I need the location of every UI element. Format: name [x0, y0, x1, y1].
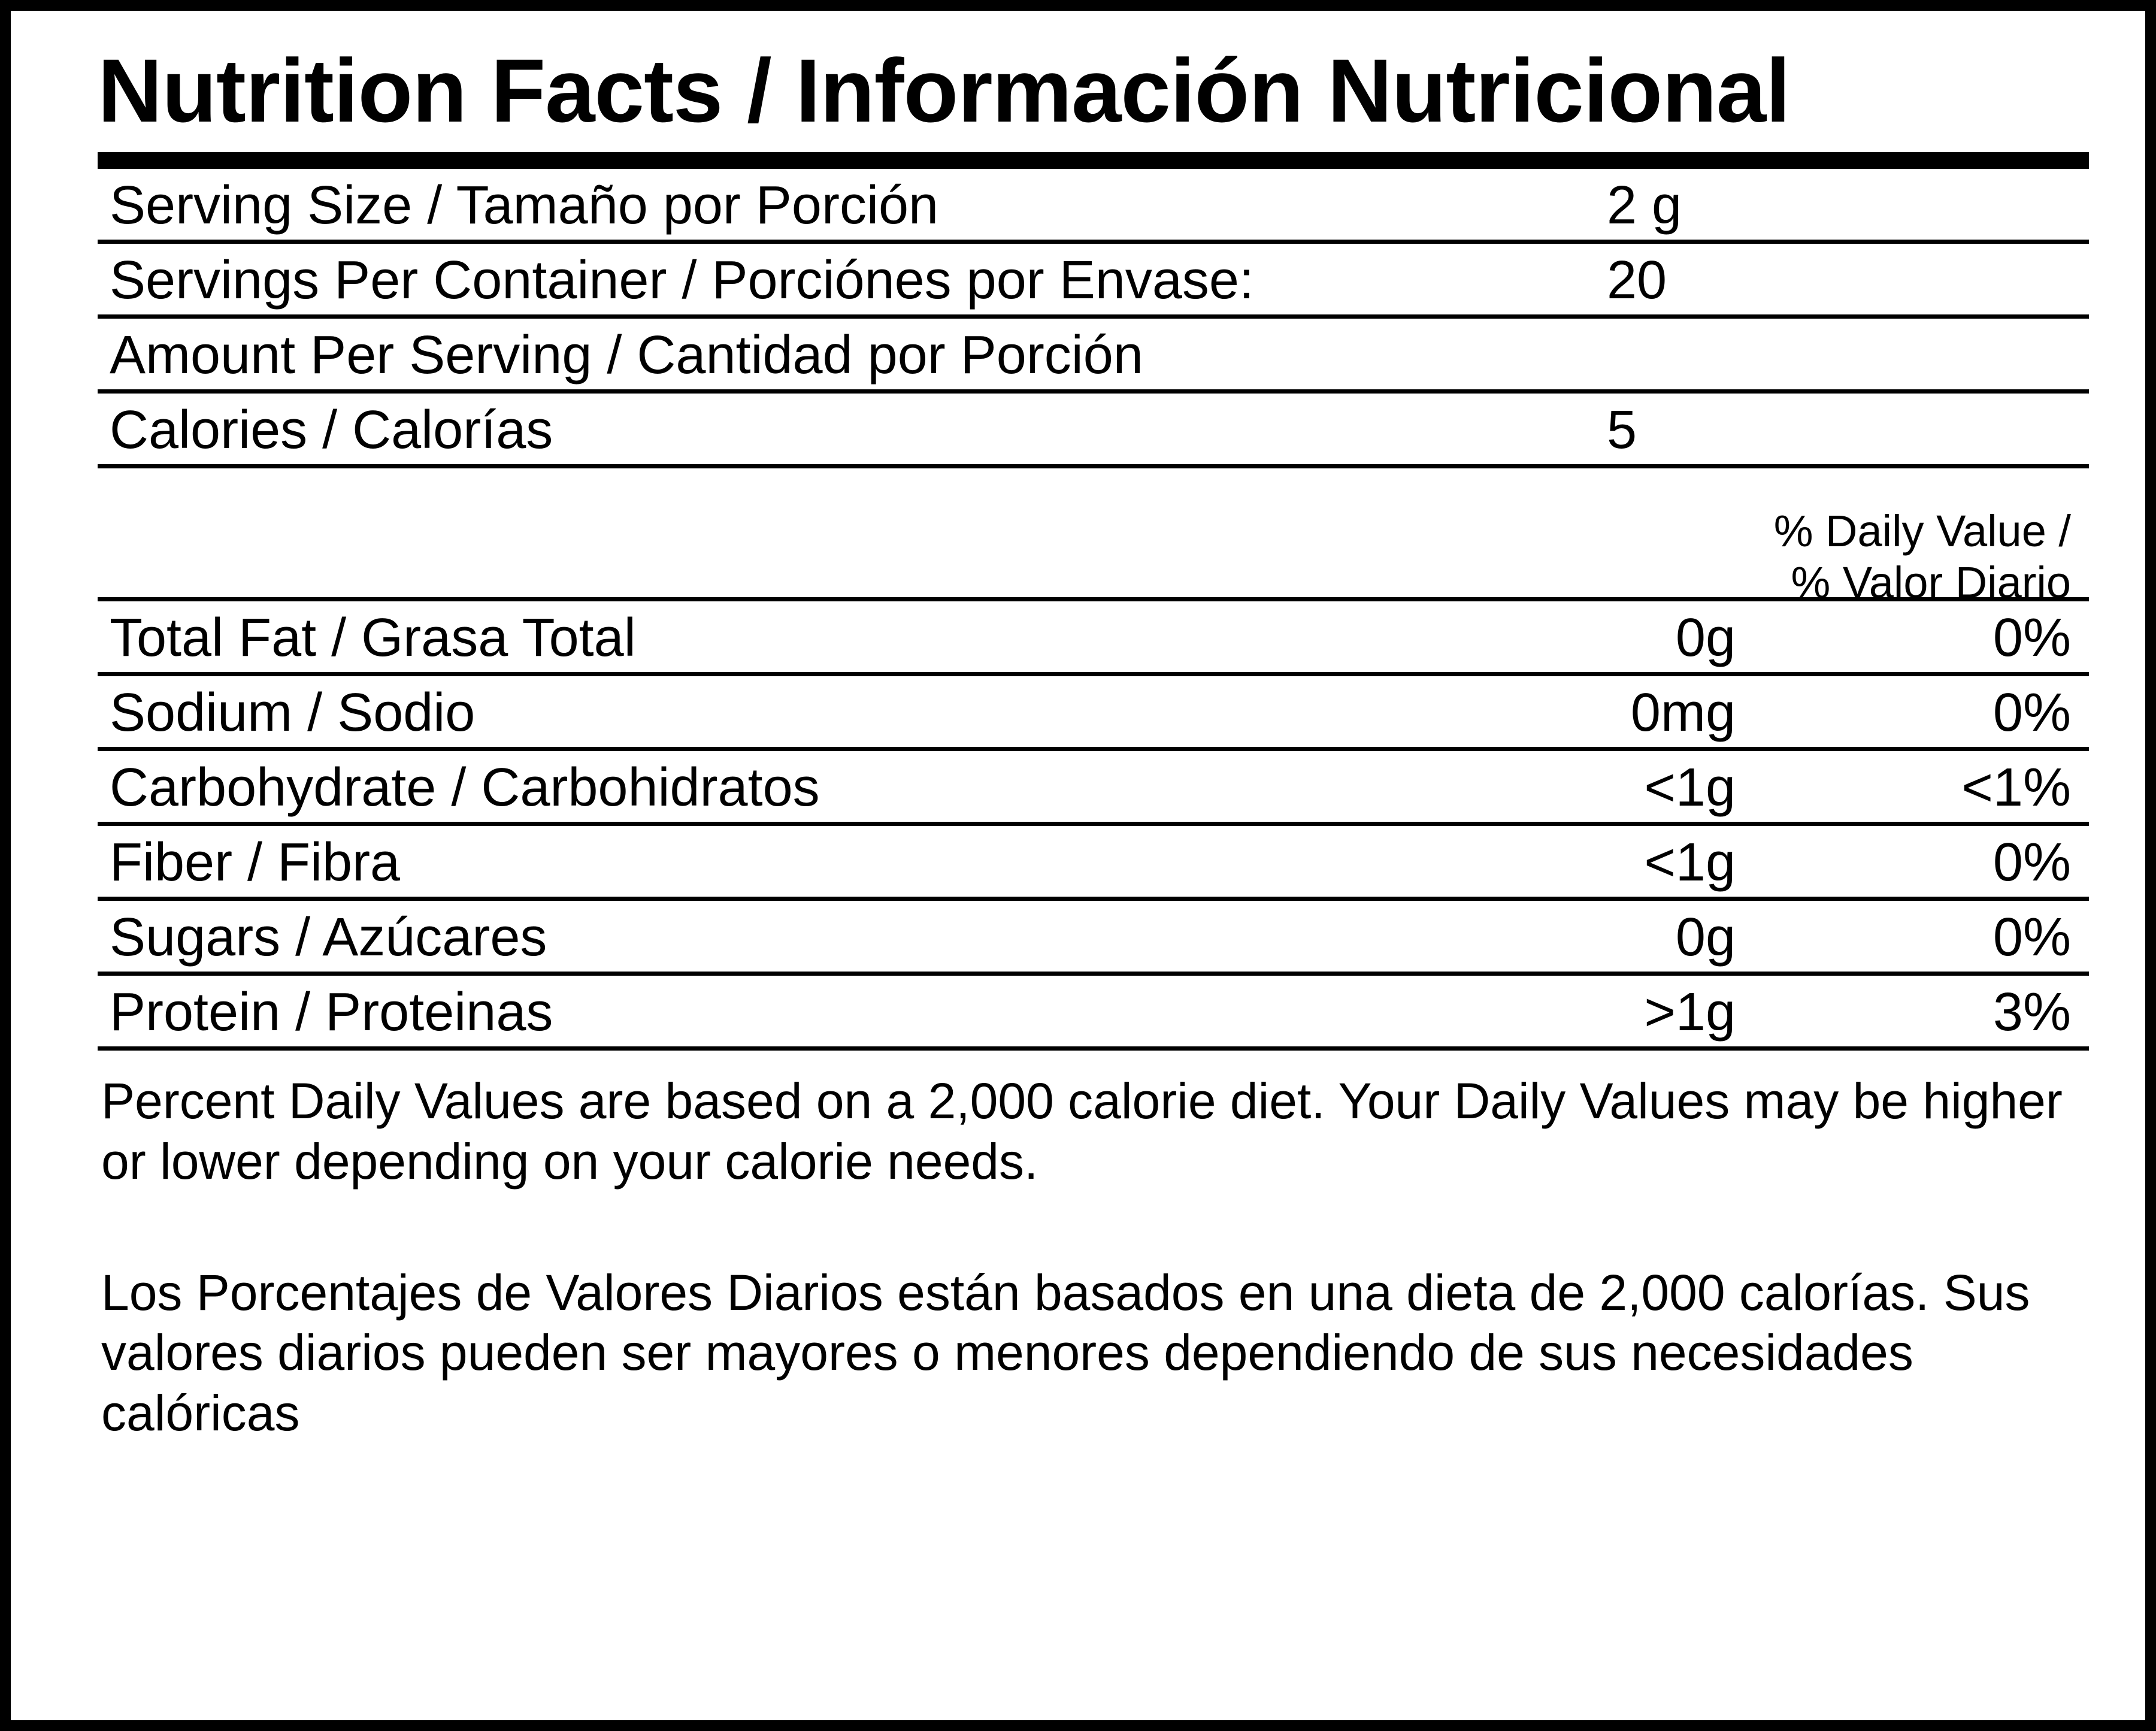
divider: [98, 972, 2089, 976]
serving-size-row: [98, 169, 2089, 240]
table-row: [98, 676, 2089, 747]
table-row: [98, 751, 2089, 822]
daily-value-header: [98, 468, 2089, 607]
serving-size-value: 2 g: [1607, 175, 1682, 235]
nutrient-amount: 0mg: [1630, 683, 1736, 743]
calories-value: 5: [1607, 400, 1637, 460]
nutrient-label: Fiber / Fibra: [110, 833, 401, 892]
table-row: [98, 826, 2089, 897]
footnote-english: Percent Daily Values are based on a 2,000 calorie diet. Your Daily Values may be higher or lower depending on your calorie needs.: [101, 1073, 2063, 1190]
nutrient-label: Sugars / Azúcares: [110, 907, 547, 967]
nutrient-amount: <1g: [1644, 833, 1736, 892]
nutrient-daily-value: 3%: [1993, 982, 2071, 1042]
nutrient-amount: <1g: [1644, 758, 1736, 818]
nutrient-amount: >1g: [1644, 982, 1736, 1042]
nutrient-label: Carbohydrate / Carbohidratos: [110, 758, 820, 818]
table-row: [98, 901, 2089, 972]
divider: [98, 747, 2089, 751]
divider: [98, 672, 2089, 676]
servings-per-container-label: Servings Per Container / Porciónes por Envase:: [110, 250, 1254, 310]
daily-value-header-line2: % Valor Diario: [1791, 557, 2071, 607]
divider: [98, 240, 2089, 244]
title-divider: [98, 152, 2089, 169]
daily-value-header-text: [1774, 506, 2071, 609]
nutrient-label: Protein / Proteinas: [110, 982, 553, 1042]
amount-per-serving-row: [98, 319, 2089, 389]
daily-value-header-line1: % Daily Value /: [1773, 506, 2071, 556]
table-row: [98, 601, 2089, 672]
nutrient-daily-value: 0%: [1993, 683, 2071, 743]
divider: [98, 1046, 2089, 1051]
calories-label: Calories / Calorías: [110, 400, 553, 460]
divider: [98, 822, 2089, 826]
table-row: [98, 976, 2089, 1046]
nutrient-daily-value: 0%: [1993, 833, 2071, 892]
nutrition-facts-content: [98, 42, 2086, 1443]
divider: [98, 464, 2089, 468]
page-title: Nutrition Facts / Información Nutricional: [98, 40, 1790, 141]
nutrient-daily-value: <1%: [1961, 758, 2071, 818]
divider: [98, 389, 2089, 394]
amount-per-serving-label: Amount Per Serving / Cantidad por Porción: [110, 325, 1143, 385]
calories-row: [98, 394, 2089, 464]
nutrient-label: Sodium / Sodio: [110, 683, 476, 743]
divider: [98, 314, 2089, 319]
servings-per-container-value: 20: [1607, 250, 1667, 310]
footnote-spanish: Los Porcentajes de Valores Diarios están basados en una dieta de 2,000 calorías. Sus valores diarios pueden ser mayores o menores dependiendo de sus necesidades calóricas: [101, 1264, 2030, 1442]
servings-per-container-row: [98, 244, 2089, 314]
nutrient-amount: 0g: [1675, 608, 1736, 668]
serving-size-label: Serving Size / Tamaño por Porción: [110, 175, 939, 235]
divider: [98, 897, 2089, 901]
nutrient-label: Total Fat / Grasa Total: [110, 608, 636, 668]
nutrient-daily-value: 0%: [1993, 608, 2071, 668]
nutrient-amount: 0g: [1675, 907, 1736, 967]
nutrient-daily-value: 0%: [1993, 907, 2071, 967]
